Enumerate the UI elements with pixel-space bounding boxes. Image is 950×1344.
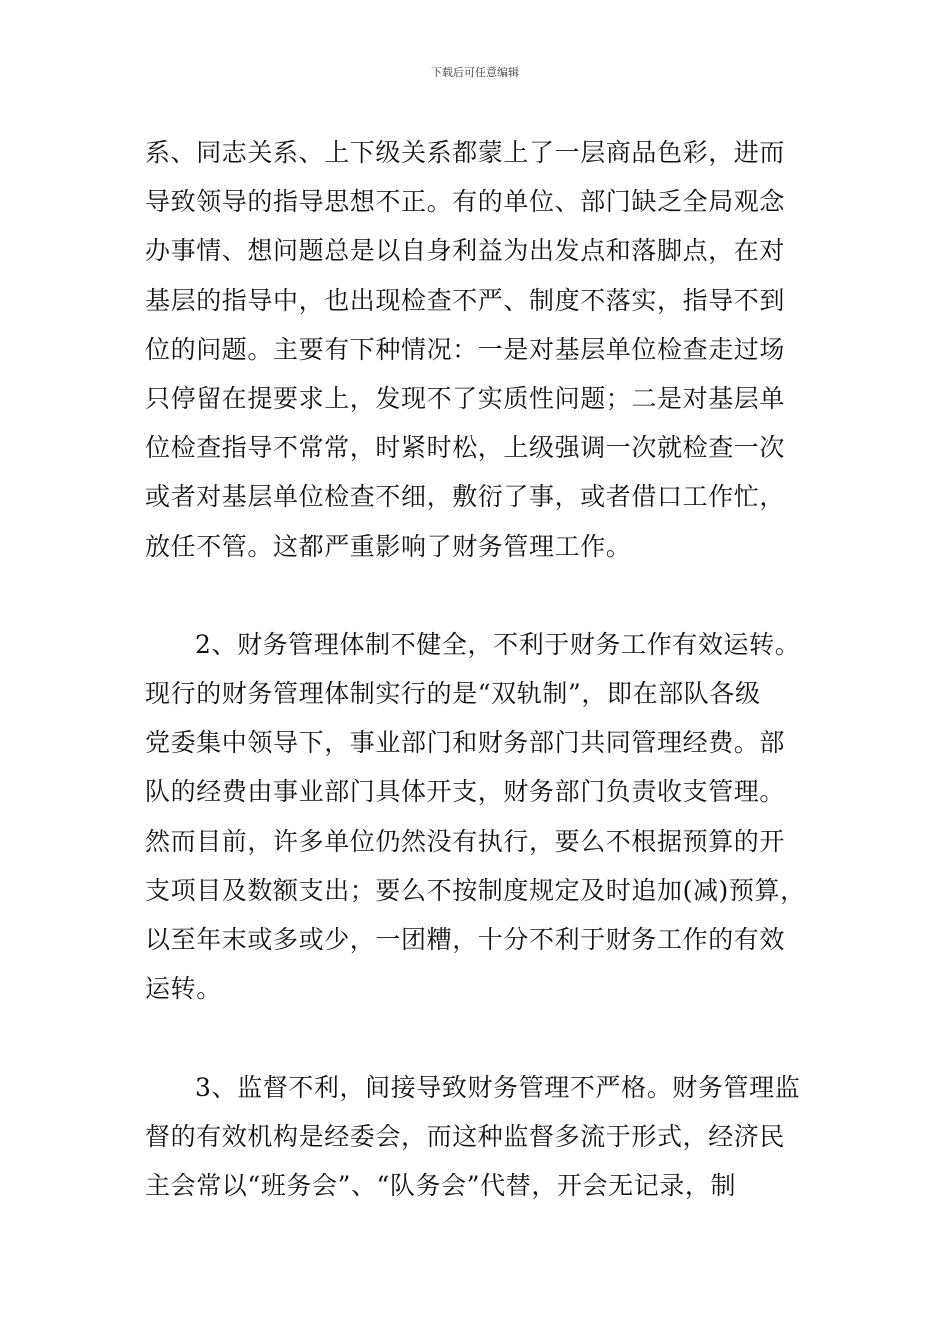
text-line: 党委集中领导下，事业部门和财务部门共同管理经费。部 bbox=[145, 728, 786, 758]
text-line: 队的经费由事业部门具体开支，财务部门负责收支管理。 bbox=[145, 777, 786, 807]
text-line-first: 3、监督不利，间接导致财务管理不严格。财务管理监 bbox=[195, 1072, 801, 1102]
paragraph-section-3 bbox=[145, 1063, 825, 1211]
text-line: 然而目前，许多单位仍然没有执行，要么不根据预算的开 bbox=[145, 826, 786, 856]
text-line: 放任不管。这都严重影响了财务管理工作。 bbox=[145, 531, 632, 561]
text-line: 以至年末或多或少，一团糟，十分不利于财务工作的有效 bbox=[145, 925, 786, 954]
paragraph-gap bbox=[145, 1013, 825, 1062]
text-line: 导致领导的指导思想不正。有的单位、部门缺乏全局观念 bbox=[145, 187, 786, 217]
paragraph-continued bbox=[145, 128, 825, 571]
text-line: 或者对基层单位检查不细，敷衍了事，或者借口工作忙， bbox=[145, 482, 786, 512]
page-header: 下载后可任意编辑 bbox=[431, 66, 519, 79]
text-line: 主会常以“班务会”、“队务会”代替，开会无记录，制 bbox=[145, 1170, 737, 1200]
document-body bbox=[145, 128, 825, 1210]
paragraph-section-2 bbox=[145, 620, 825, 1014]
text-line: 位的问题。主要有下种情况：一是对基层单位检查走过场 bbox=[145, 334, 786, 364]
text-line: 支项目及数额支出；要么不按制度规定及时追加(减)预算， bbox=[145, 875, 806, 905]
text-line: 位检查指导不常常，时紧时松，上级强调一次就检查一次 bbox=[145, 433, 786, 463]
text-line: 办事情、想问题总是以自身利益为出发点和落脚点，在对 bbox=[145, 236, 786, 266]
text-line: 督的有效机构是经委会，而这种监督多流于形式，经济民 bbox=[145, 1121, 786, 1151]
text-line: 系、同志关系、上下级关系都蒙上了一层商品色彩，进而 bbox=[145, 138, 786, 167]
text-line: 运转。 bbox=[145, 974, 222, 1004]
paragraph-gap bbox=[145, 571, 825, 620]
text-line-first: 2、财务管理体制不健全，不利于财务工作有效运转。 bbox=[195, 629, 801, 659]
text-line: 基层的指导中，也出现检查不严、制度不落实，指导不到 bbox=[145, 285, 786, 315]
text-line: 现行的财务管理体制实行的是“双轨制”，即在部队各级 bbox=[145, 679, 761, 709]
text-line: 只停留在提要求上，发现不了实质性问题；二是对基层单 bbox=[145, 383, 786, 413]
